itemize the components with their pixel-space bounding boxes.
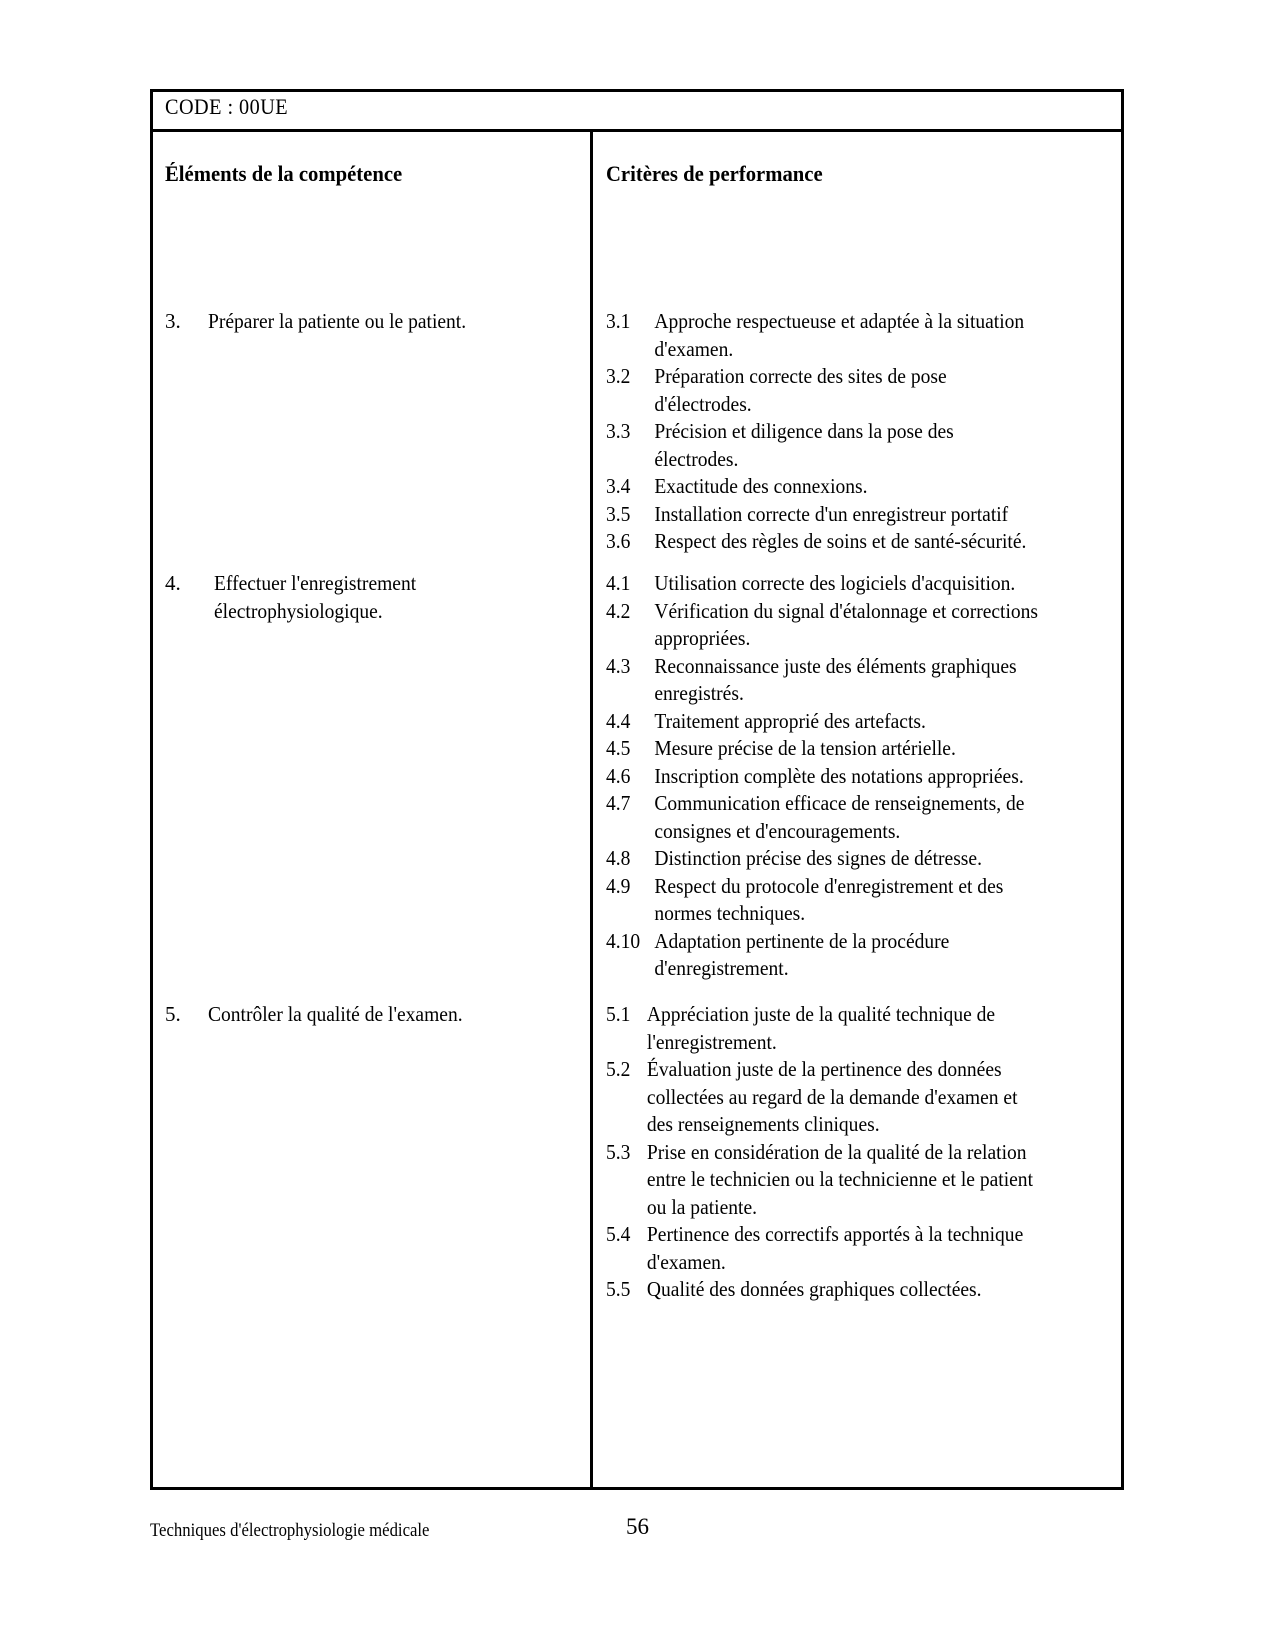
criterion-number: 3.4 (606, 474, 631, 498)
criterion-item (606, 928, 1090, 983)
criterion-item (606, 418, 1090, 473)
criterion-text: Distinction précise des signes de détresse. (654, 846, 982, 870)
criterion-item (606, 790, 1090, 845)
element-label: Effectuer l'enregistrement électrophysiologique. (214, 571, 417, 623)
criterion-text: Qualité des données graphiques collectées. (646, 1277, 982, 1301)
criterion-text: Évaluation juste de la pertinence des données collectées au regard de la demande d'examen et des renseignements cliniques. (646, 1057, 1018, 1136)
criterion-text: Préparation correcte des sites de pose d'électrodes. (654, 364, 947, 416)
criterion-text: Prise en considération de la qualité de la relation entre le technicien ou la technicienne et le patient ou la patiente. (646, 1139, 1034, 1219)
criterion-text: Respect des règles de soins et de santé-sécurité. (654, 529, 1027, 553)
criterion-item (606, 308, 1090, 363)
criterion-number: 5.3 (606, 1139, 631, 1164)
criteria-group-5 (606, 1001, 1126, 1304)
criterion-text: Inscription complète des notations appropriées. (654, 763, 1024, 788)
criterion-number: 4.7 (606, 791, 631, 815)
criterion-number: 4.3 (606, 653, 631, 678)
criteria-group-3 (606, 308, 1126, 556)
criterion-item (606, 1276, 1090, 1304)
criterion-number: 3.5 (606, 501, 631, 526)
criterion-item (606, 873, 1090, 928)
criterion-number: 3.6 (606, 529, 631, 553)
criterion-item (606, 845, 1090, 873)
criterion-item (606, 528, 1090, 556)
competence-table (150, 89, 1124, 1490)
criterion-item (606, 570, 1090, 598)
criterion-number: 5.4 (606, 1222, 631, 1246)
code-row (153, 92, 1121, 132)
column-divider (590, 132, 593, 1487)
criterion-text: Adaptation pertinente de la procédure d'enregistrement. (654, 928, 950, 980)
criterion-item (606, 363, 1090, 418)
criterion-text: Mesure précise de la tension artérielle. (654, 736, 956, 760)
element-number: 5. (165, 1002, 181, 1026)
criterion-text: Respect du protocole d'enregistrement et des normes techniques. (654, 873, 1004, 925)
criterion-number: 4.5 (606, 736, 631, 760)
element-label: Préparer la patiente ou le patient. (208, 309, 467, 333)
criterion-number: 3.1 (606, 309, 631, 333)
criterion-item (606, 473, 1090, 501)
criterion-number: 4.2 (606, 598, 631, 623)
criterion-text: Vérification du signal d'étalonnage et corrections appropriées. (654, 598, 1039, 650)
criterion-number: 5.5 (606, 1277, 631, 1301)
criterion-number: 5.2 (606, 1057, 631, 1081)
criterion-item (606, 1056, 1090, 1139)
footer-title: Techniques d'électrophysiologie médicale (150, 1520, 430, 1541)
code-label: CODE : 00UE (165, 94, 289, 119)
criterion-item (606, 598, 1090, 653)
criterion-text: Pertinence des correctifs apportés à la technique d'examen. (646, 1222, 1024, 1274)
criterion-item (606, 735, 1090, 763)
criterion-item (606, 653, 1090, 708)
criterion-text: Communication efficace de renseignements, de consignes et d'encouragements. (654, 791, 1025, 843)
criterion-item (606, 1221, 1090, 1276)
criterion-text: Installation correcte d'un enregistreur portatif (654, 501, 1009, 526)
element-number: 3. (165, 309, 181, 333)
elements-heading: Éléments de la compétence (165, 161, 403, 186)
criterion-number: 3.3 (606, 419, 631, 443)
criterion-number: 5.1 (606, 1002, 631, 1026)
criteria-heading: Critères de performance (606, 161, 823, 186)
criterion-number: 4.6 (606, 763, 631, 788)
criterion-text: Précision et diligence dans la pose des électrodes. (654, 419, 954, 471)
criterion-text: Approche respectueuse et adaptée à la situation d'examen. (654, 309, 1025, 361)
criterion-number: 4.1 (606, 571, 631, 595)
criterion-text: Traitement approprié des artefacts. (654, 708, 926, 733)
criterion-item (606, 1139, 1090, 1222)
page-number: 56 (626, 1514, 649, 1539)
criterion-number: 4.9 (606, 873, 631, 898)
criterion-number: 4.10 (606, 928, 641, 953)
criterion-text: Appréciation juste de la qualité technique de l'enregistrement. (646, 1002, 996, 1054)
criterion-number: 3.2 (606, 364, 631, 388)
criterion-item (606, 763, 1090, 791)
element-label: Contrôler la qualité de l'examen. (208, 1002, 463, 1026)
criterion-text: Exactitude des connexions. (654, 474, 868, 498)
criterion-item (606, 708, 1090, 736)
criterion-item (606, 1001, 1090, 1056)
criterion-number: 4.8 (606, 846, 631, 870)
criterion-text: Reconnaissance juste des éléments graphiques enregistrés. (654, 653, 1017, 705)
criteria-group-4 (606, 570, 1126, 983)
element-number: 4. (165, 571, 181, 595)
criterion-text: Utilisation correcte des logiciels d'acquisition. (654, 571, 1016, 595)
criterion-number: 4.4 (606, 708, 631, 733)
criterion-item (606, 501, 1090, 529)
